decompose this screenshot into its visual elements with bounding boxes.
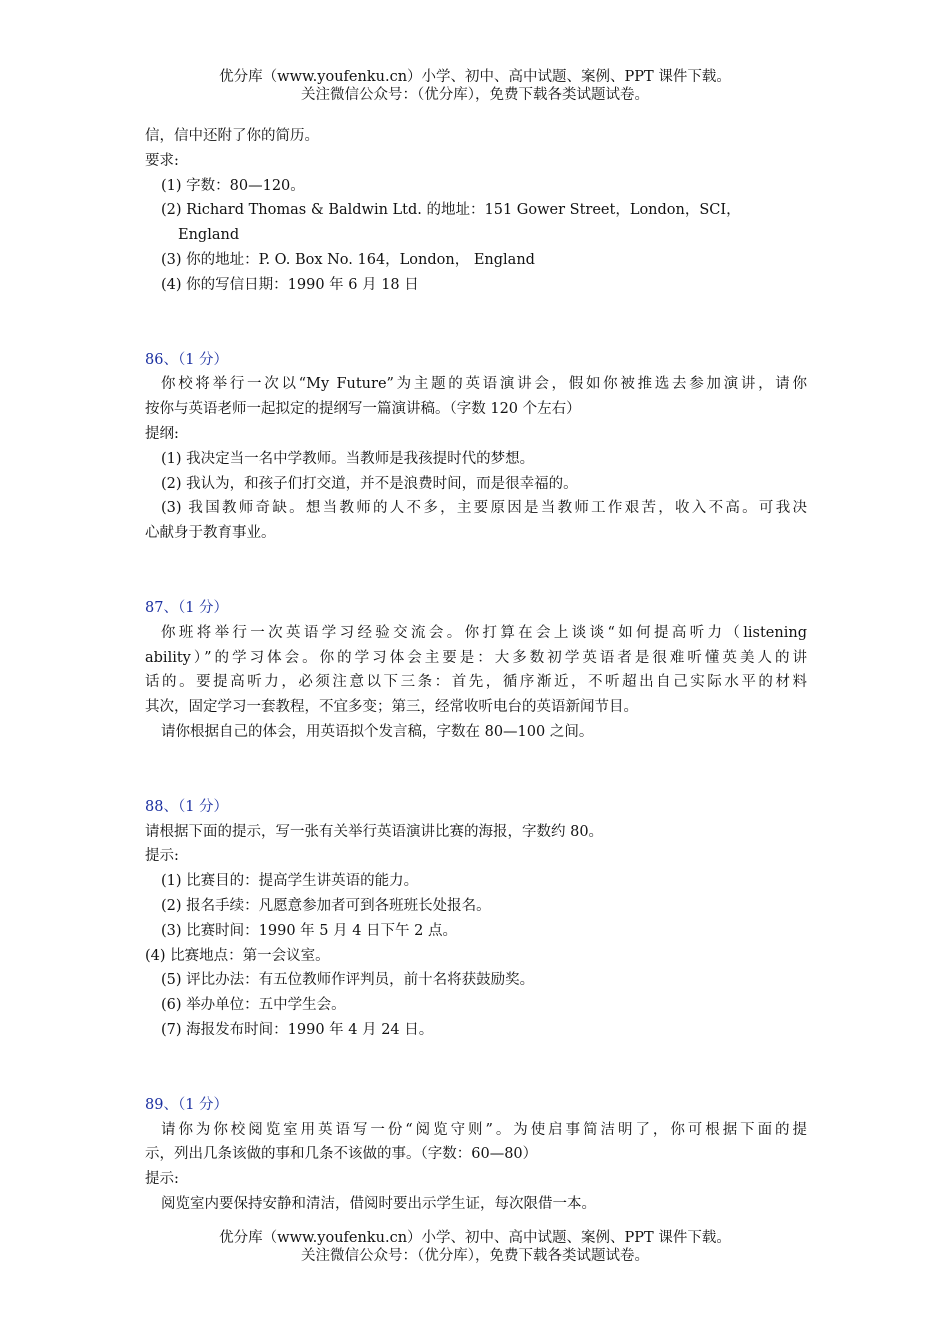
footer-line-2: 关注微信公众号：（优分库），免费下载各类试题试卷。: [301, 1248, 649, 1264]
requirement-item: (1) 字数：80—120。: [161, 177, 305, 194]
hint-text: 阅览室内要保持安静和清洁，借阅时要出示学生证，每次限借一本。: [161, 1195, 596, 1212]
hint-item: (6) 举办单位：五中学生会。: [161, 997, 346, 1014]
outline-item: (3) 我国教师奇缺。想当教师的人不多，主要原因是当教师工作艰苦，收入不高。可我决: [161, 500, 807, 517]
outline-item: (1) 我决定当一名中学教师。当教师是我孩提时代的梦想。: [161, 450, 535, 467]
question-number: 89、（1 分）: [145, 1096, 229, 1113]
question-text: 其次，固定学习一套教程，不宜多变；第三，经常收听电台的英语新闻节目。: [145, 699, 638, 716]
hint-item: (1) 比赛目的：提高学生讲英语的能力。: [161, 873, 419, 890]
question-text: 示，列出几条该做的事和几条不该做的事。（字数：60—80）: [145, 1146, 538, 1163]
question-88: [145, 795, 807, 1043]
question-89: [145, 1093, 807, 1217]
question-text: ability）”的学习体会。你的学习体会主要是：大多数初学英语者是很难听懂英美人的讲: [145, 649, 807, 666]
outline-item: (2) 我认为，和孩子们打交道，并不是浪费时间，而是很幸福的。: [161, 475, 578, 492]
hint-item: (7) 海报发布时间：1990 年 4 月 24 日。: [161, 1021, 434, 1038]
intro-text: 信，信中还附了你的简历。: [145, 128, 319, 144]
outline-label: 提纲:: [145, 425, 179, 442]
question-text: 按你与英语老师一起拟定的提纲写一篇演讲稿。（字数 120 个左右）: [145, 401, 581, 418]
question-text: 请你为你校阅览室用英语写一份“阅览守则”。为使启事简洁明了，你可根据下面的提: [161, 1121, 807, 1138]
question-text: 话的。要提高听力，必须注意以下三条：首先，循序渐近，不听超出自己实际水平的材料: [145, 674, 807, 691]
question-text: 你校将举行一次以“My Future”为主题的英语演讲会，假如你被推选去参加演讲，请你: [161, 376, 807, 393]
hint-label: 提示:: [145, 848, 179, 865]
question-number: 88、（1 分）: [145, 798, 229, 815]
requirement-item-continued: England: [178, 227, 240, 244]
question-86: [145, 348, 807, 546]
question-instruction: 请你根据自己的体会，用英语拟个发言稿，字数在 80—100 之间。: [161, 723, 594, 740]
outline-item-continued: 心献身于教育事业。: [145, 525, 276, 542]
requirement-item: (4) 你的写信日期：1990 年 6 月 18 日: [161, 276, 419, 293]
question-number: 87、（1 分）: [145, 599, 229, 616]
page-footer: [0, 1229, 950, 1265]
page-body: [145, 124, 807, 1217]
hint-item: (5) 评比办法：有五位教师作评判员，前十名将获鼓励奖。: [161, 972, 535, 989]
hint-item: (4) 比赛地点：第一会议室。: [145, 947, 330, 964]
header-line-2: 关注微信公众号：（优分库），免费下载各类试题试卷。: [301, 87, 649, 103]
question-87: [145, 596, 807, 745]
intro-continuation: [145, 124, 807, 298]
header-line-1: 优分库（www.youfenku.cn）小学、初中、高中试题、案例、PPT 课件下载。: [219, 69, 731, 85]
question-number: 86、（1 分）: [145, 351, 229, 368]
question-text: 请根据下面的提示，写一张有关举行英语演讲比赛的海报，字数约 80。: [145, 823, 604, 840]
requirements-label: 要求:: [145, 152, 179, 169]
hint-item: (3) 比赛时间：1990 年 5 月 4 日下午 2 点。: [161, 922, 457, 939]
page-header: [0, 68, 950, 104]
requirement-item: (3) 你的地址：P. O. Box No. 164，London， England: [161, 251, 535, 268]
footer-line-1: 优分库（www.youfenku.cn）小学、初中、高中试题、案例、PPT 课件下载。: [219, 1230, 731, 1246]
hint-item: (2) 报名手续：凡愿意参加者可到各班班长处报名。: [161, 897, 491, 914]
hint-label: 提示:: [145, 1171, 179, 1188]
question-text: 你班将举行一次英语学习经验交流会。你打算在会上谈谈“如何提高听力（listening: [161, 624, 807, 641]
requirement-item: (2) Richard Thomas & Baldwin Ltd. 的地址：151 Gower Street，London，SCI，: [161, 202, 741, 219]
